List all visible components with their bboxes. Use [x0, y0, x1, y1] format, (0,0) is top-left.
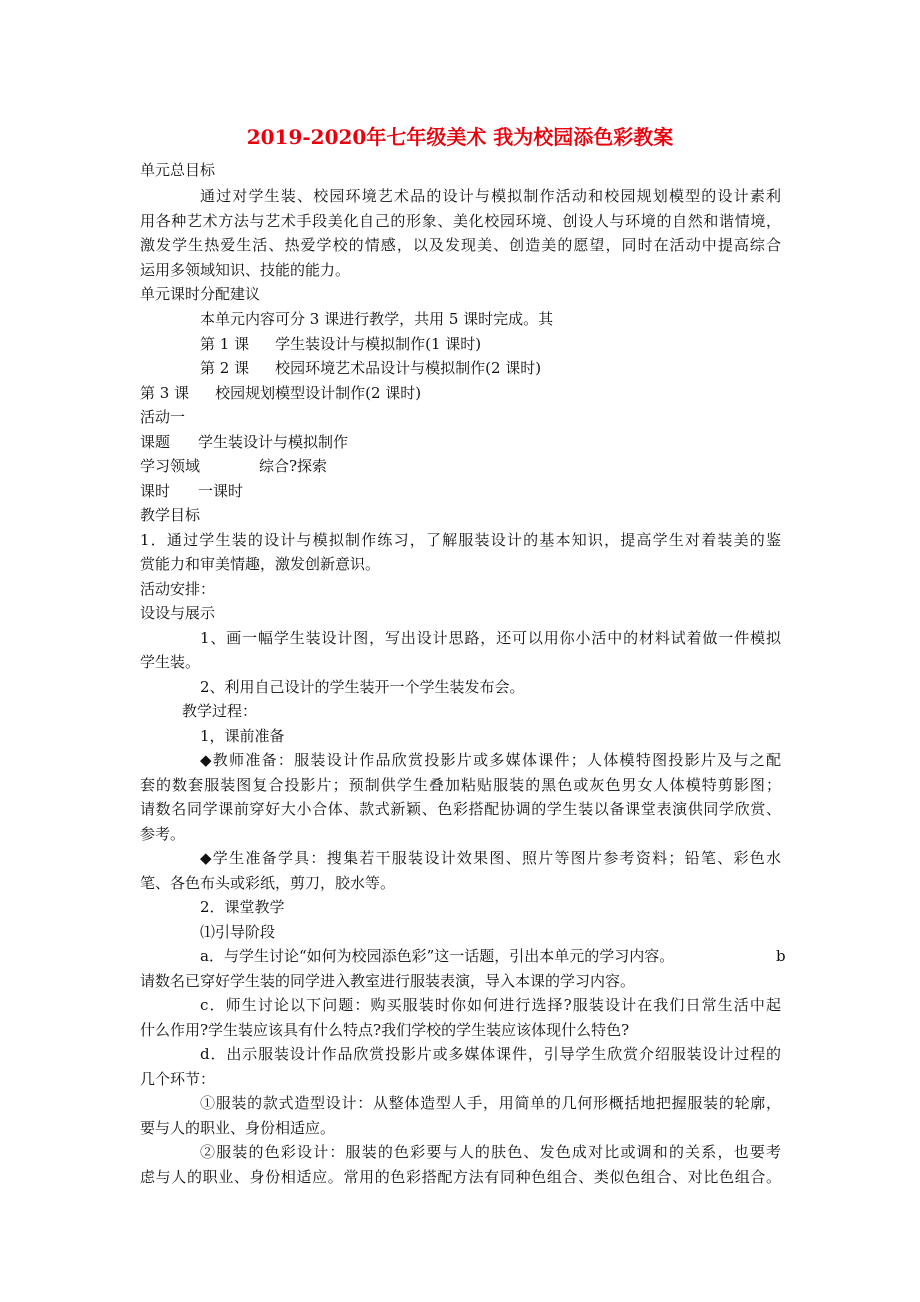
text-line: 激发学生热爱生活、热爱学校的情感，以及发现美、创造美的愿望，同时在活动中提高综合 [140, 236, 781, 254]
text-line: 2、利用自己设计的学生装开一个学生装发布会。 [200, 678, 525, 696]
text-fragment: b [776, 947, 786, 965]
text-line: 几个环节： [140, 1070, 216, 1088]
heading-teaching-goal: 教学目标 [140, 506, 201, 524]
field-value: 学生装设计与模拟制作 [198, 433, 349, 451]
text-line: 笔、各色布头或彩纸，剪刀，胶水等。 [140, 874, 396, 892]
text-line: ◆学生准备学具：搜集若干服装设计效果图、照片等图片参考资料；铅笔、彩色水 [200, 849, 781, 867]
text-line: 本单元内容可分 3 课进行教学，共用 5 课时完成。其 [200, 310, 554, 328]
lesson-title: 学生装设计与模拟制作(1 课时) [275, 335, 482, 353]
field-row [140, 456, 327, 476]
heading-unit-goal: 单元总目标 [140, 161, 216, 179]
text-line: 1．通过学生装的设计与模拟制作练习，了解服装设计的基本知识，提高学生对着装美的鉴 [140, 531, 781, 549]
text-line: 1，课前准备 [200, 727, 285, 745]
text-line: a．与学生讨论“如何为校园添色彩”这一话题，引出本单元的学习内容。 [200, 947, 675, 965]
text-line: 参考。 [140, 825, 186, 843]
field-label: 课题 [140, 433, 171, 451]
text-line: 虑与人的职业、身份相适应。常用的色彩搭配方法有同种色组合、类似色组合、对比色组合。 [140, 1168, 781, 1186]
text-line: 赏能力和审美情趣，激发创新意识。 [140, 555, 381, 573]
text-line: 请数名同学课前穿好大小合体、款式新颖、色彩搭配协调的学生装以备课堂表演供同学欣赏、 [140, 800, 781, 818]
heading-lesson-allocation: 单元课时分配建议 [140, 285, 261, 303]
text-line: ⑴引导阶段 [200, 923, 276, 941]
document-title: 2019-2020年七年级美术 我为校园添色彩教案 [246, 125, 674, 149]
text-line: 2．课堂教学 [200, 898, 285, 916]
text-line: 运用多领域知识、技能的能力。 [140, 261, 351, 279]
lesson-line [140, 383, 421, 403]
text-line: 要与人的职业、身份相适应。 [140, 1119, 336, 1137]
text-line: 用各种艺术方法与艺术手段美化自己的形象、美化校园环境、创设人与环境的自然和谐情境， [140, 212, 781, 230]
lesson-number: 第 1 课 [200, 335, 250, 353]
heading-activity-plan: 活动安排： [140, 580, 216, 598]
text-line: 套的数套服装图复合投影片；预制供学生叠加粘贴服装的黑色或灰色男女人体模特剪影图； [140, 776, 781, 794]
text-line: 请数名已穿好学生装的同学进入教室进行服装表演，导入本课的学习内容。 [140, 972, 636, 990]
lesson-title: 校园规划模型设计制作(2 课时) [215, 384, 422, 402]
text-line: c．师生讨论以下问题：购买服装时你如何进行选择?服装设计在我们日常生活中起 [200, 996, 781, 1014]
field-value: 综合?探索 [259, 457, 328, 475]
field-row [140, 432, 348, 452]
text-line: ②服装的色彩设计：服装的色彩要与人的肤色、发色成对比或调和的关系，也要考 [200, 1143, 781, 1161]
lesson-number: 第 3 课 [140, 384, 190, 402]
text-line: 1、画一幅学生装设计图，写出设计思路，还可以用你小活中的材料试着做一件模拟 [200, 629, 781, 647]
lesson-line [200, 358, 541, 378]
text-line: ◆教师准备：服装设计作品欣赏投影片或多媒体课件；人体模特图投影片及与之配 [200, 751, 781, 769]
text-line: ①服装的款式造型设计：从整体造型人手，用简单的几何形概括地把握服装的轮廓， [200, 1094, 781, 1112]
text-line: d．出示服装设计作品欣赏投影片或多媒体课件，引导学生欣赏介绍服装设计过程的 [200, 1045, 781, 1063]
heading-activity: 活动一 [140, 408, 186, 426]
lesson-title: 校园环境艺术品设计与模拟制作(2 课时) [275, 359, 542, 377]
heading-teaching-process: 教学过程： [182, 702, 258, 720]
heading-design-show: 设设与展示 [140, 604, 216, 622]
text-line: 学生装。 [140, 653, 201, 671]
text-line: 什么作用?学生装应该具有什么特点?我们学校的学生装应该体现什么特色? [140, 1021, 630, 1039]
field-value: 一课时 [198, 482, 244, 500]
text-line: 通过对学生装、校园环境艺术品的设计与模拟制作活动和校园规划模型的设计素利 [200, 187, 781, 205]
field-label: 课时 [140, 482, 171, 500]
field-label: 学习领域 [140, 457, 201, 475]
field-row [140, 481, 243, 501]
lesson-line [200, 334, 481, 354]
lesson-number: 第 2 课 [200, 359, 250, 377]
